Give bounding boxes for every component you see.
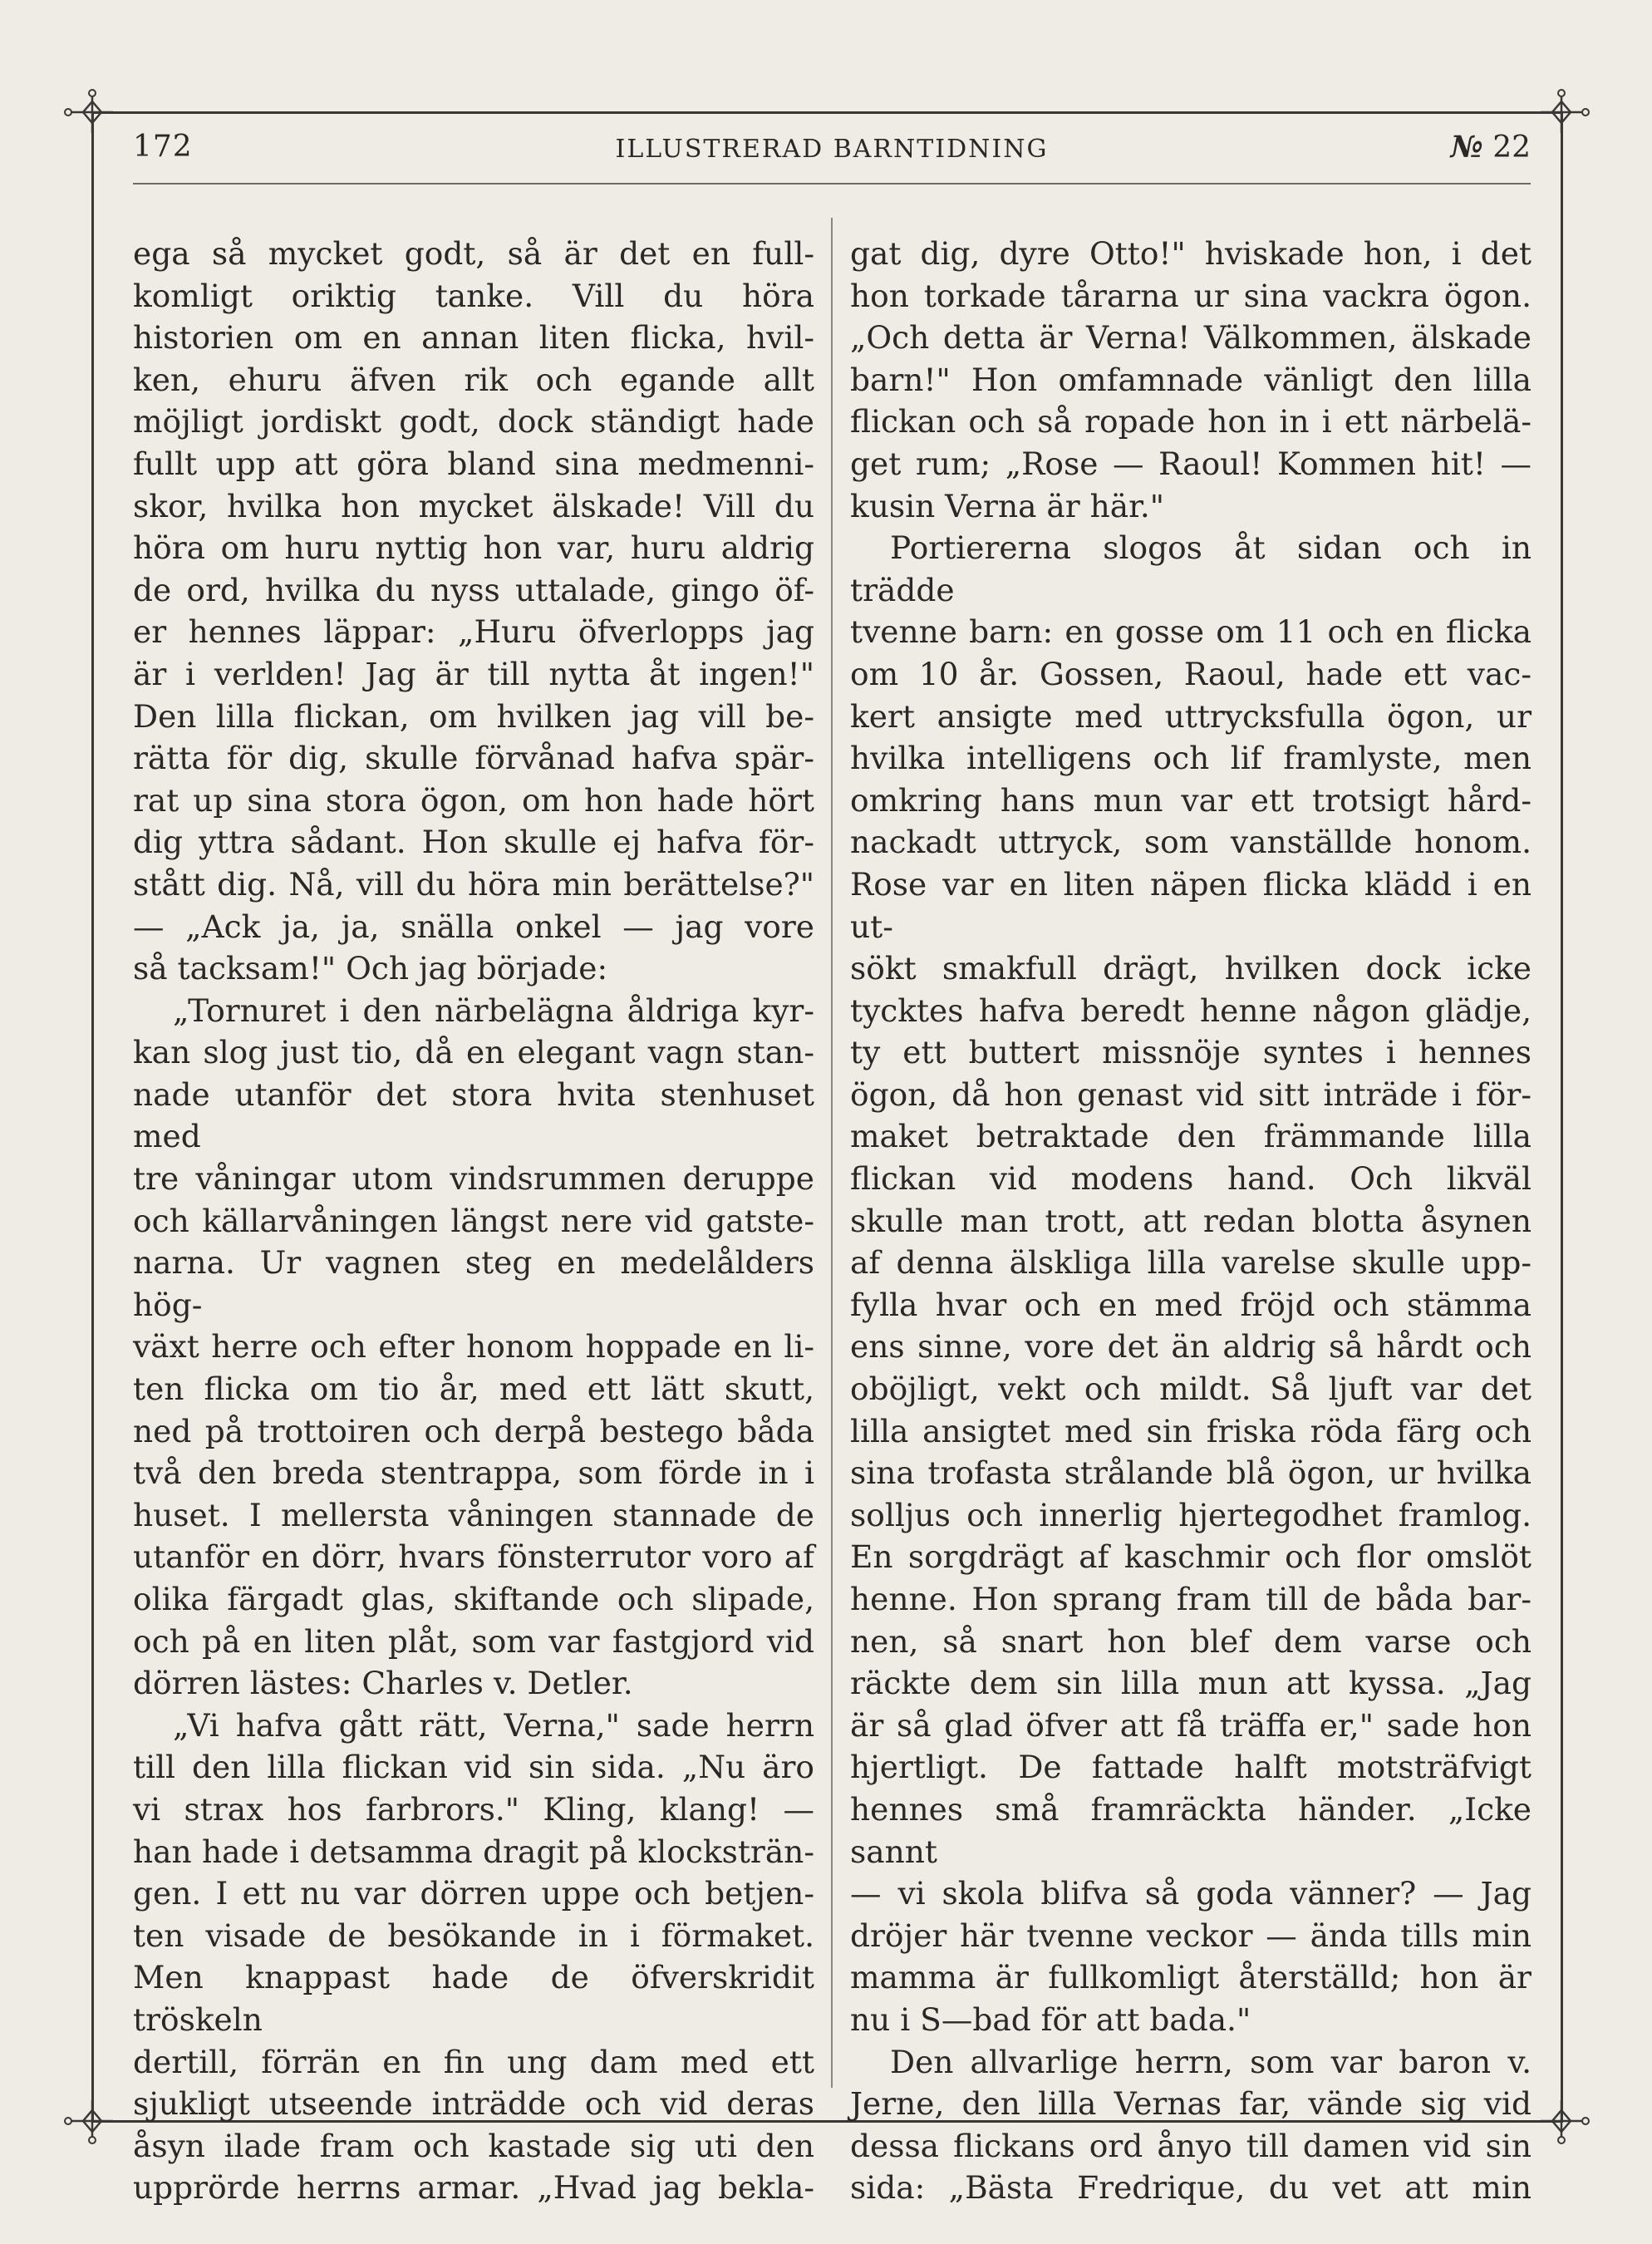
text-line: oböjligt, vekt och mildt. Så ljuft var det	[850, 1371, 1532, 1408]
text-line: historien om en annan liten flicka, hvil-	[133, 319, 814, 357]
text-line: dessa flickans ord ånyo till damen vid sin	[850, 2127, 1532, 2164]
corner-flourish-icon	[1532, 2092, 1591, 2150]
text-line: tycktes hafva beredt henne någon glädje,	[850, 992, 1532, 1029]
text-line: Den allvarlige herrn, som var baron v.	[890, 2043, 1532, 2080]
text-line: hjertligt. De fattade halft motsträfvigt	[850, 1749, 1532, 1786]
text-line: skulle man trott, att redan blotta åsynen	[850, 1202, 1532, 1239]
text-line: så tacksam!" Och jag började:	[133, 950, 608, 987]
text-line: ögon, då hon genast vid sitt inträde i för-	[850, 1075, 1532, 1113]
text-line: rätta för dig, skulle förvånad hafva spär-	[133, 740, 814, 777]
frame-top-line	[91, 111, 1561, 114]
text-line: sjukligt utseende inträdde och vid deras	[133, 2085, 814, 2123]
text-line: skor, hvilka hon mycket älskade! Vill du	[133, 487, 814, 524]
text-line: Men knappast hade de öfverskridit tröskeln	[133, 1959, 814, 2038]
text-line: „Tornuret i den närbelägna åldriga kyr-	[173, 992, 814, 1029]
text-line: Portiererna slogos åt sidan och in trädde	[850, 529, 1532, 608]
issue-number	[1451, 130, 1531, 165]
text-line: Rose var en liten näpen flicka klädd i en ut-	[850, 865, 1532, 945]
text-line: dertill, förrän en fin ung dam med ett	[133, 2043, 814, 2080]
text-line: hon torkade tårarna ur sina vackra ögon.	[850, 277, 1532, 314]
text-line: dig yttra sådant. Hon skulle ej hafva för-	[133, 824, 814, 861]
page-header	[133, 125, 1531, 175]
text-line: omkring hans mun var ett trotsigt hård-	[850, 781, 1532, 819]
text-line: solljus och innerlig hjertegodhet framlog.	[850, 1496, 1532, 1533]
frame-right-line	[1561, 111, 1563, 2123]
text-line: af denna älskliga lilla varelse skulle upp-	[850, 1244, 1532, 1282]
page-number: 172	[133, 130, 193, 164]
text-line: komligt oriktig tanke. Vill du höra	[133, 277, 814, 314]
text-line: ned på trottoiren och derpå bestego båda	[133, 1412, 814, 1449]
text-line: nen, så snart hon blef dem varse och	[850, 1622, 1532, 1660]
text-line: Jerne, den lilla Vernas far, vände sig vid	[850, 2085, 1532, 2123]
text-line: och källarvåningen längst nere vid gatste-	[133, 1202, 814, 1239]
corner-flourish-icon	[63, 2092, 121, 2150]
text-line: sida: „Bästa Fredrique, du vet att min	[850, 2169, 1532, 2207]
issue-number-value: 22	[1492, 130, 1531, 165]
text-line: är i verlden! Jag är till nytta åt ingen!"	[133, 655, 814, 692]
text-line: han hade i detsamma dragit på klocksträn-	[133, 1833, 814, 1870]
text-line: ens sinne, vore det än aldrig så hårdt och	[850, 1328, 1532, 1366]
corner-flourish-icon	[1532, 83, 1591, 141]
text-line: nade utanför det stora hvita stenhuset med	[133, 1075, 814, 1155]
issue-sign: №	[1450, 130, 1483, 165]
text-line: mamma är fullkomligt återställd; hon är	[850, 1959, 1532, 1996]
text-line: flickan vid modens hand. Och likväl	[850, 1160, 1532, 1198]
text-line: räckte dem sin lilla mun att kyssa. „Jag	[850, 1665, 1532, 1702]
text-line: get rum; „Rose — Raoul! Kommen hit! —	[850, 445, 1532, 482]
text-column-right	[850, 233, 1532, 2209]
text-column-left	[133, 233, 814, 2209]
text-line: de ord, hvilka du nyss uttalade, gingo öf-	[133, 571, 814, 608]
column-divider	[831, 218, 833, 2088]
text-line: „Och detta är Verna! Välkommen, älskade	[850, 319, 1532, 357]
text-line: utanför en dörr, hvars fönsterrutor voro af	[133, 1538, 814, 1576]
text-line: ten visade de besökande in i förmaket.	[133, 1917, 814, 1954]
text-line: växt herre och efter honom hoppade en li-	[133, 1328, 814, 1366]
text-line: maket betraktade den främmande lilla	[850, 1118, 1532, 1155]
text-line: ten flicka om tio år, med ett lätt skutt,	[133, 1371, 814, 1408]
text-line: upprörde herrns armar. „Hvad jag bekla-	[133, 2169, 814, 2207]
text-line: hvilka intelligens och lif framlyste, men	[850, 740, 1532, 777]
text-line: Den lilla flickan, om hvilken jag vill be-	[133, 697, 814, 735]
text-line: huset. I mellersta våningen stannade de	[133, 1496, 814, 1533]
text-line: om 10 år. Gossen, Raoul, hade ett vac-	[850, 655, 1532, 692]
text-line: tre våningar utom vindsrummen deruppe	[133, 1160, 814, 1198]
text-line: fylla hvar och en med fröjd och stämma	[850, 1286, 1532, 1323]
text-line: två den breda stentrappa, som förde in i	[133, 1454, 814, 1492]
text-line: gen. I ett nu var dörren uppe och betjen-	[133, 1875, 814, 1912]
text-line: En sorgdrägt af kaschmir och flor omslöt	[850, 1538, 1532, 1576]
text-line: ty ett buttert missnöje syntes i hennes	[850, 1034, 1532, 1071]
text-line: möjligt jordiskt godt, dock ständigt hade	[133, 403, 814, 440]
text-line: er hennes läppar: „Huru öfverlopps jag	[133, 613, 814, 651]
text-line: höra om huru nyttig hon var, huru aldrig	[133, 529, 814, 567]
text-line: nackadt uttryck, som vanställde honom.	[850, 824, 1532, 861]
text-line: dörren lästes: Charles v. Detler.	[133, 1665, 633, 1702]
text-line: till den lilla flickan vid sin sida. „Nu äro	[133, 1749, 814, 1786]
text-line: och på en liten plåt, som var fastgjord vid	[133, 1622, 814, 1660]
text-line: dröjer här tvenne veckor — ända tills min	[850, 1917, 1532, 1954]
text-line: hennes små framräckta händer. „Icke sannt	[850, 1790, 1532, 1870]
journal-title: ILLUSTRERAD BARNTIDNING	[615, 135, 1049, 164]
text-line: kert ansigte med uttrycksfulla ögon, ur	[850, 697, 1532, 735]
text-line: henne. Hon sprang fram till de båda bar-	[850, 1581, 1532, 1617]
text-line: vi strax hos farbrors." Kling, klang! —	[133, 1790, 814, 1828]
corner-flourish-icon	[63, 83, 121, 141]
text-line: narna. Ur vagnen steg en medelålders hög-	[133, 1244, 814, 1323]
text-line: är så glad öfver att få träffa er," sade hon	[850, 1706, 1532, 1744]
text-line: flickan och så ropade hon in i ett närbelä-	[850, 403, 1532, 440]
text-line: stått dig. Nå, vill du höra min berättelse?"	[133, 865, 814, 903]
text-line: fullt upp att göra bland sina medmenni-	[133, 445, 814, 482]
text-line: olika färgadt glas, skiftande och slipade,	[133, 1581, 814, 1617]
text-line: kusin Verna är här."	[850, 487, 1165, 524]
text-line: gat dig, dyre Otto!" hviskade hon, i det	[850, 235, 1532, 272]
text-line: sökt smakfull drägt, hvilken dock icke	[850, 950, 1532, 987]
text-line: ken, ehuru äfven rik och egande allt	[133, 361, 814, 398]
header-rule	[133, 183, 1531, 185]
frame-left-line	[91, 111, 94, 2123]
text-line: ega så mycket godt, så är det en full-	[133, 235, 814, 272]
text-line: — „Ack ja, ja, snälla onkel — jag vore	[133, 908, 814, 945]
text-line: sina trofasta strålande blå ögon, ur hvilka	[850, 1454, 1532, 1492]
text-line: „Vi hafva gått rätt, Verna," sade herrn	[173, 1706, 814, 1744]
text-line: nu i S—bad för att bada."	[850, 2000, 1251, 2038]
text-line: kan slog just tio, då en elegant vagn stan-	[133, 1034, 814, 1071]
text-line: — vi skola blifva så goda vänner? — Jag	[850, 1875, 1532, 1912]
text-line: åsyn ilade fram och kastade sig uti den	[133, 2127, 814, 2164]
text-line: tvenne barn: en gosse om 11 och en flicka	[850, 613, 1532, 651]
text-line: rat up sina stora ögon, om hon hade hört	[133, 781, 814, 819]
text-line: barn!" Hon omfamnade vänligt den lilla	[850, 361, 1532, 398]
text-line: lilla ansigtet med sin friska röda färg och	[850, 1412, 1532, 1449]
